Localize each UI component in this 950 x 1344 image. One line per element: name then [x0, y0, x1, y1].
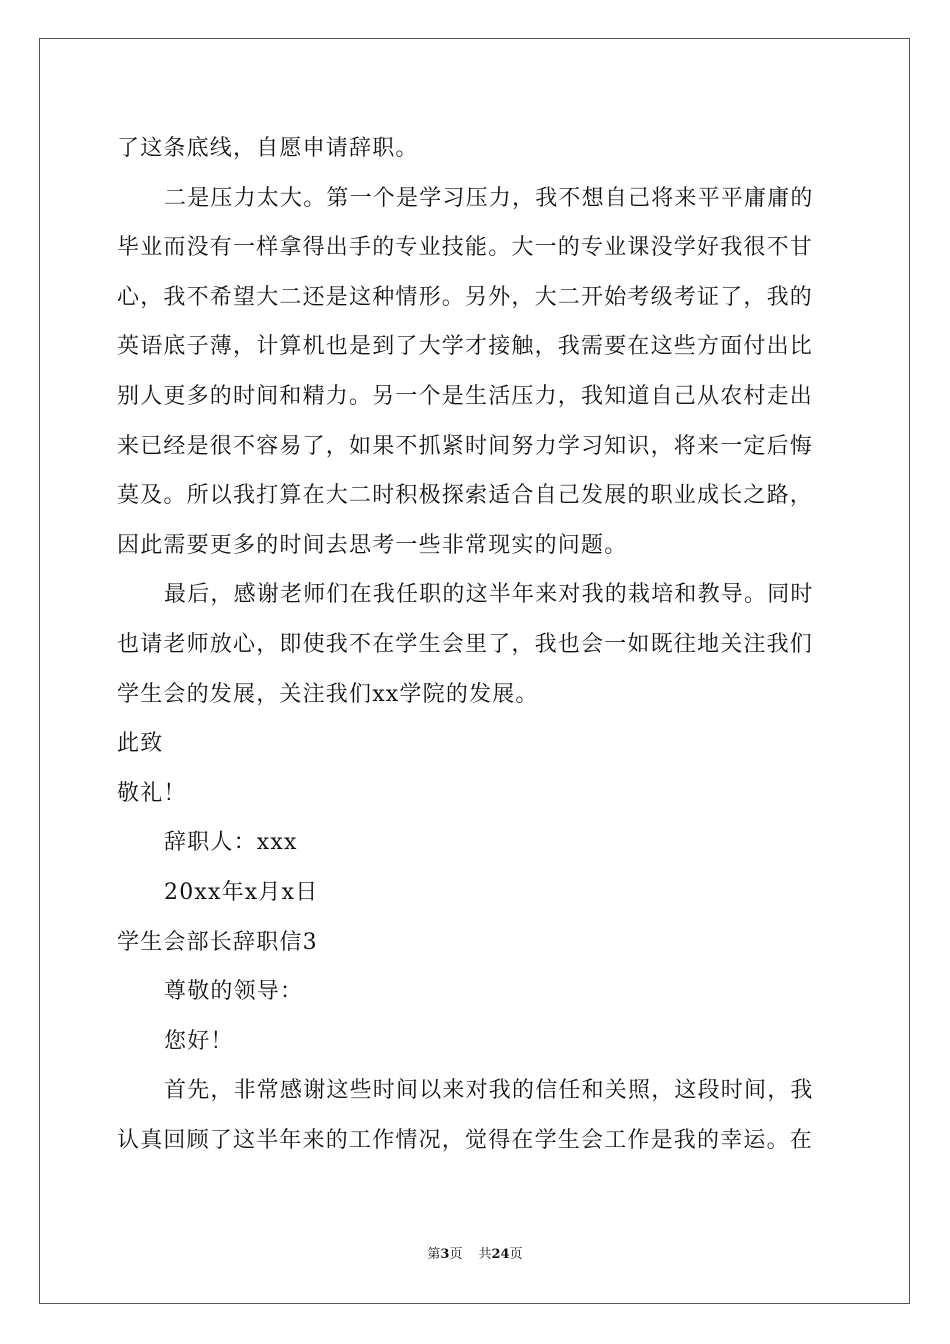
text-line-3: 毕业而没有一样拿得出手的专业技能。大一的专业课没学好我很不甘 [117, 235, 814, 261]
text-line-10: 最后，感谢老师们在我任职的这半年来对我的栽培和教导。同时 [164, 582, 814, 608]
text-line-11: 也请老师放心，即使我不在学生会里了，我也会一如既往地关注我们 [117, 631, 814, 657]
text-line-1: 了这条底线，自愿申请辞职。 [117, 136, 419, 161]
total-suffix: 页 [509, 1247, 523, 1262]
text-line-12: 学生会的发展，关注我们xx学院的发展。 [117, 681, 539, 707]
page-number: 3 [440, 1247, 450, 1262]
page-footer [0, 1246, 950, 1264]
signature-line: 辞职人：xxx [164, 830, 298, 856]
text-line-2: 二是压力太大。第一个是学习压力，我不想自己将来平平庸庸的 [164, 185, 814, 211]
total-pages: 24 [491, 1247, 510, 1262]
text-line-9: 因此需要更多的时间去思考一些非常现实的问题。 [117, 532, 628, 558]
total-prefix: 共 [478, 1247, 492, 1262]
closing-salutation: 此致 [117, 731, 164, 757]
closing-regards: 敬礼！ [117, 780, 187, 806]
text-line-5: 英语底子薄，计算机也是到了大学才接触，我需要在这些方面付出比 [117, 334, 814, 360]
page-prefix: 第 [427, 1247, 441, 1262]
document-body [117, 124, 833, 1165]
text-line-7: 来已经是很不容易了，如果不抓紧时间努力学习知识，将来一定后悔 [117, 433, 814, 459]
greeting-recipient: 尊敬的领导： [164, 979, 304, 1005]
text-line-6: 别人更多的时间和精力。另一个是生活压力，我知道自己从农村走出 [117, 383, 814, 409]
date-line: 20xx年x月x日 [164, 879, 319, 905]
text-line-8: 莫及。所以我打算在大二时积极探索适合自己发展的职业成长之路， [117, 483, 814, 509]
text-line-21: 认真回顾了这半年来的工作情况，觉得在学生会工作是我的幸运。在 [117, 1127, 814, 1153]
greeting-hello: 您好！ [164, 1028, 234, 1054]
text-line-20: 首先，非常感谢这些时间以来对我的信任和关照，这段时间，我 [164, 1078, 814, 1104]
section-title: 学生会部长辞职信3 [117, 929, 318, 955]
text-line-4: 心，我不希望大二还是这种情形。另外，大二开始考级考证了，我的 [117, 284, 814, 310]
page-suffix: 页 [449, 1247, 463, 1262]
